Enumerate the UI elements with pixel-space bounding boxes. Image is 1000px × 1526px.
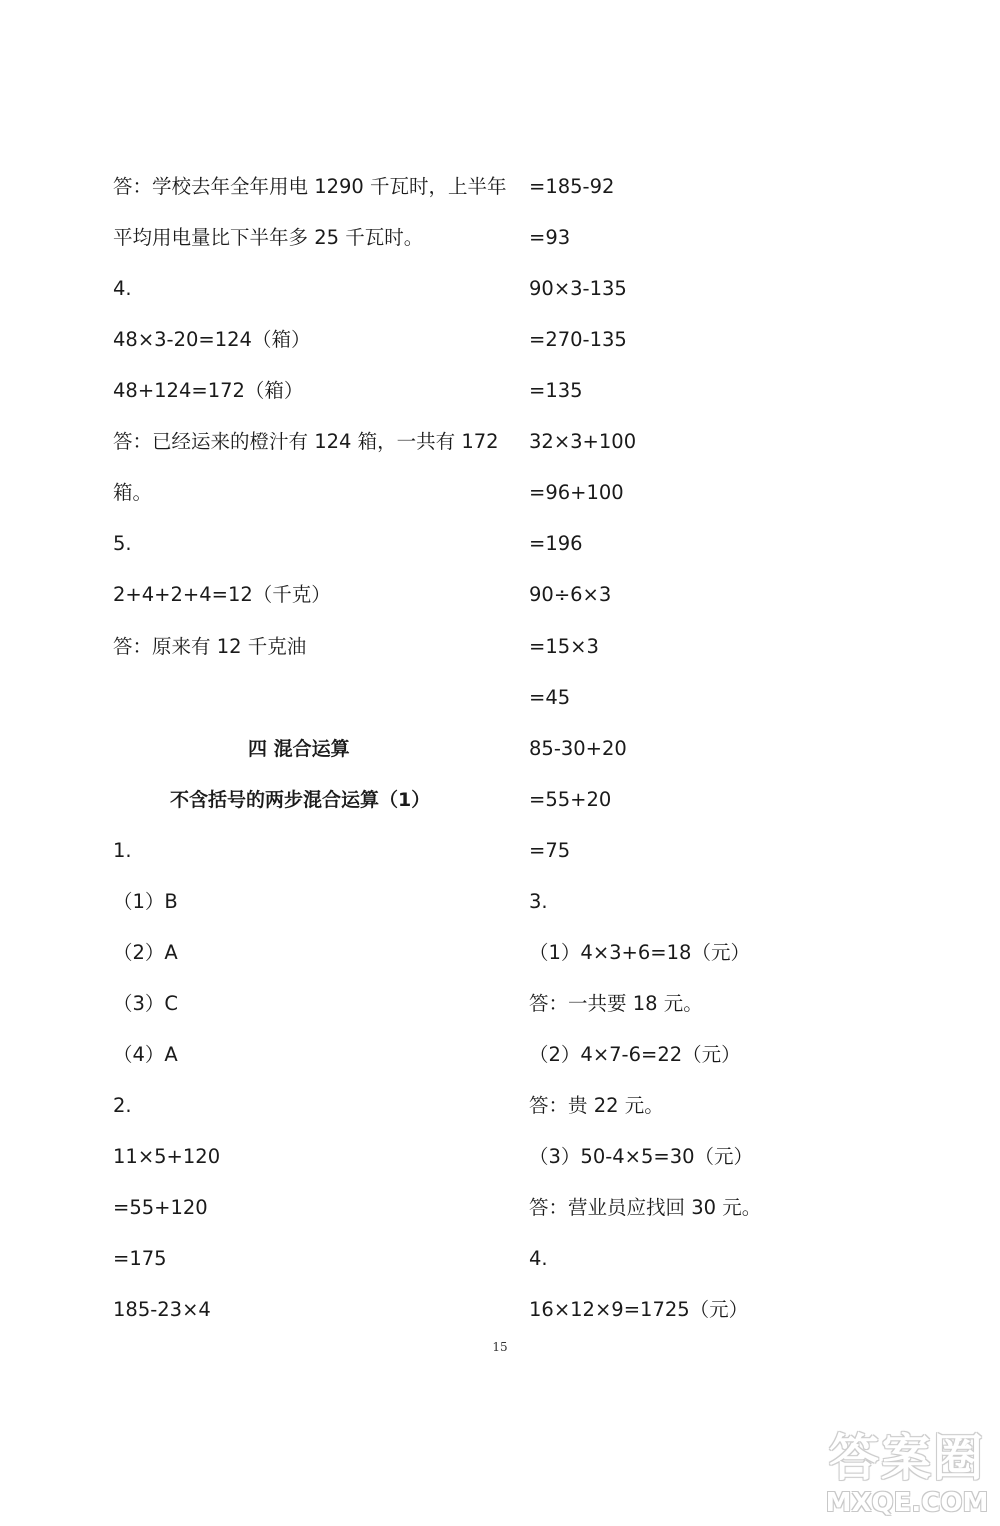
equation-line: 85-30+20	[529, 737, 627, 760]
choice-answer: （2）A	[113, 941, 178, 964]
watermark-logo	[818, 1418, 996, 1522]
equation-line: =45	[529, 686, 571, 709]
choice-answer: （4）A	[113, 1043, 178, 1066]
equation-line: =185-92	[529, 175, 615, 198]
page-number: 15	[492, 1340, 508, 1354]
equation-line: =75	[529, 839, 571, 862]
answer-line: 答：原来有 12 千克油	[113, 635, 307, 658]
choice-answer: （3）C	[113, 992, 179, 1015]
equation-line: （3）50-4×5=30（元）	[529, 1145, 754, 1168]
equation-line: 90×3-135	[529, 277, 627, 300]
answer-line: 答：贵 22 元。	[529, 1094, 664, 1117]
equation-line: 48+124=172（箱）	[113, 379, 304, 402]
answer-line: 答：一共要 18 元。	[529, 992, 703, 1015]
equation-line: =93	[529, 226, 571, 249]
equation-line: （1）4×3+6=18（元）	[529, 941, 750, 964]
equation-line: 90÷6×3	[529, 583, 612, 606]
equation-line: 48×3-20=124（箱）	[113, 328, 311, 351]
equation-line: =175	[113, 1247, 167, 1270]
equation-line: 11×5+120	[113, 1145, 221, 1168]
question-number: 2.	[113, 1094, 132, 1117]
watermark-url: MXQE.COM	[825, 1488, 989, 1518]
equation-line: =196	[529, 532, 583, 555]
question-number: 3.	[529, 890, 548, 913]
equation-line: =135	[529, 379, 583, 402]
equation-line: 16×12×9=1725（元）	[529, 1298, 749, 1321]
question-number: 4.	[529, 1247, 548, 1270]
answer-line: 箱。	[113, 481, 153, 504]
equation-line: =96+100	[529, 481, 624, 504]
answer-line: 答：已经运来的橙汁有 124 箱，一共有 172	[113, 430, 499, 453]
equation-line: =55+120	[113, 1196, 208, 1219]
equation-line: 2+4+2+4=12（千克）	[113, 583, 331, 606]
text-line: 平均用电量比下半年多 25 千瓦时。	[113, 226, 424, 249]
choice-answer: （1）B	[113, 890, 178, 913]
text-line: 答：学校去年全年用电 1290 千瓦时，上半年	[113, 175, 507, 198]
section-heading: 四 混合运算	[248, 738, 350, 760]
question-number: 4.	[113, 277, 132, 300]
equation-line: 185-23×4	[113, 1298, 211, 1321]
subsection-heading: 不含括号的两步混合运算（1）	[170, 789, 431, 811]
equation-line: （2）4×7-6=22（元）	[529, 1043, 741, 1066]
question-number: 5.	[113, 532, 132, 555]
answer-line: 答：营业员应找回 30 元。	[529, 1196, 762, 1219]
equation-line: =55+20	[529, 788, 612, 811]
equation-line: =15×3	[529, 635, 599, 658]
watermark-title: 答案圈	[829, 1429, 985, 1487]
equation-line: =270-135	[529, 328, 627, 351]
equation-line: 32×3+100	[529, 430, 637, 453]
question-number: 1.	[113, 839, 132, 862]
